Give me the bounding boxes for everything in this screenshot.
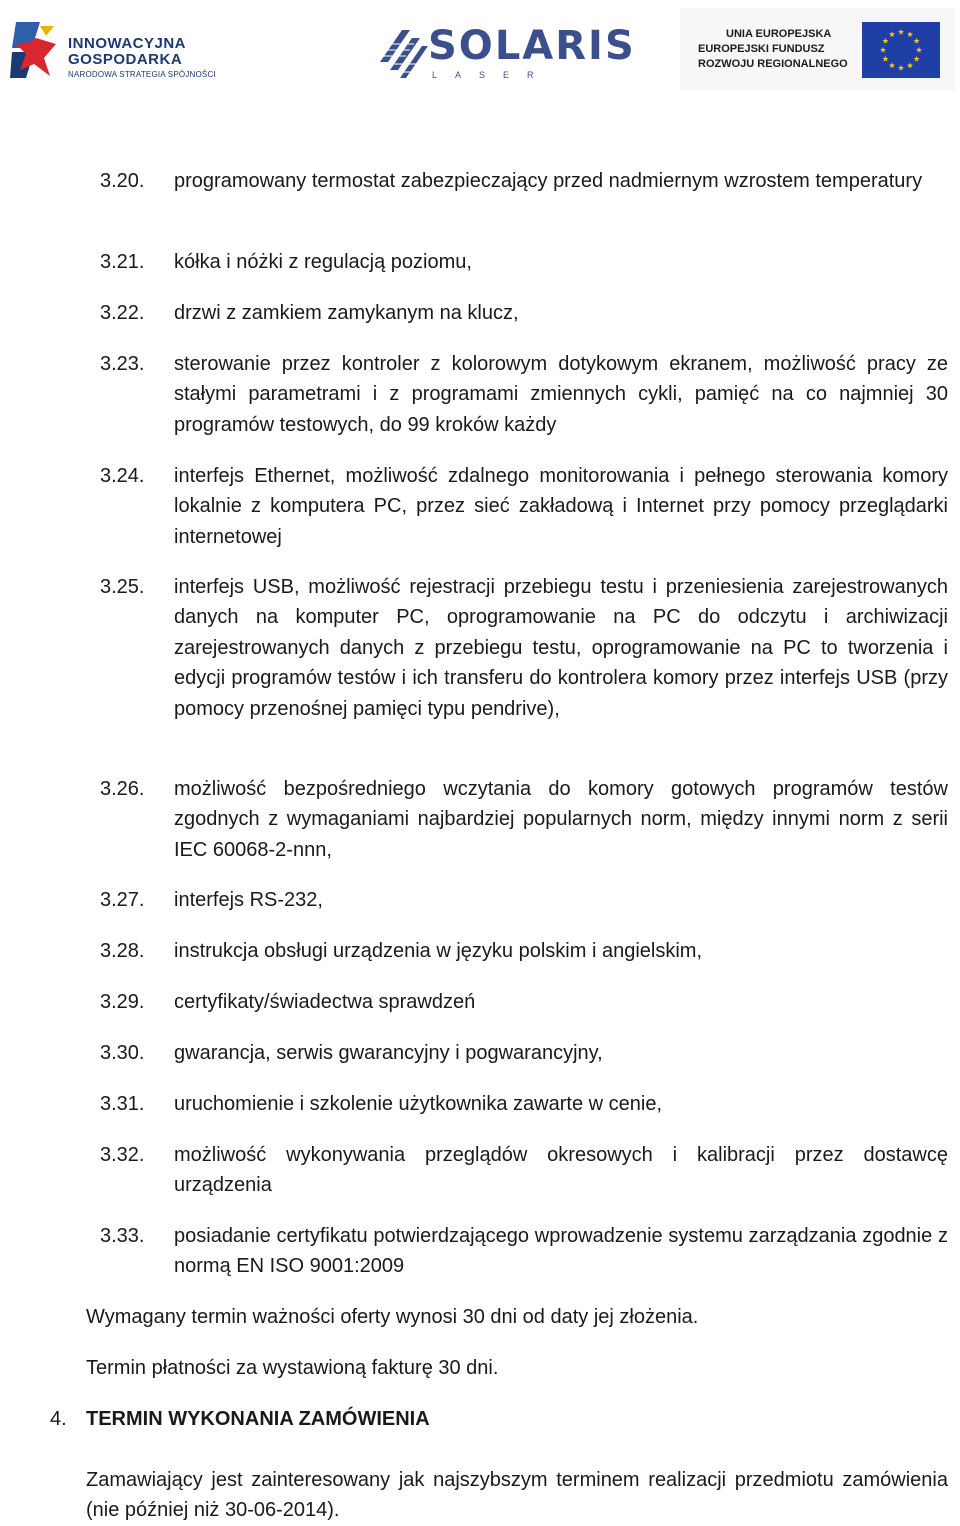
item-number: 3.32. [100, 1144, 145, 1166]
eu-fund-logo [680, 8, 955, 90]
item-number: 3.27. [100, 889, 145, 911]
item-text: interfejs RS-232, [174, 889, 323, 911]
deadline-paragraph: Zamawiający jest zainteresowany jak najszybszym terminem realizacji przedmiotu zamówienia (nie później niż 30-06-2014). [86, 1469, 948, 1522]
item-number: 3.24. [100, 465, 145, 487]
eu-logo-line3: ROZWOJU REGIONALNEGO [698, 58, 848, 70]
item-text: certyfikaty/świadectwa sprawdzeń [174, 991, 476, 1013]
item-number: 3.33. [100, 1225, 145, 1247]
item-text: instrukcja obsługi urządzenia w języku polskim i angielskim, [174, 940, 702, 962]
item-text: interfejs Ethernet, możliwość zdalnego monitorowania i pełnego sterowania komory lokalnie z komputera PC, przez sieć zakładową i Internet przy pomocy przeglądarki internetowej [174, 465, 948, 548]
solaris-mark-icon [376, 22, 428, 82]
ig-logo-line3: NARODOWA STRATEGIA SPÓJNOŚCI [68, 70, 216, 79]
eu-flag-icon [862, 22, 940, 78]
item-number: 3.26. [100, 778, 145, 800]
item-text: sterowanie przez kontroler z kolorowym dotykowym ekranem, możliwość pracy ze stałymi parametrami i z programami zmiennych cykli, pamięć na co najmniej 30 programów testowych, do 99 kroków każdy [174, 353, 948, 436]
innowacyjna-gospodarka-logo [8, 14, 218, 86]
item-number: 3.30. [100, 1042, 145, 1064]
item-text: posiadanie certyfikatu potwierdzającego wprowadzenie systemu zarządzania zgodnie z normą EN ISO 9001:2009 [174, 1225, 948, 1278]
solaris-wordmark: SOLARIS [428, 23, 636, 69]
item-number: 3.22. [100, 302, 145, 324]
section-title: TERMIN WYKONANIA ZAMÓWIENIA [86, 1408, 430, 1430]
eu-logo-line2: EUROPEJSKI FUNDUSZ [698, 43, 825, 55]
ig-logo-line2: GOSPODARKA [68, 51, 183, 68]
section-number: 4. [50, 1408, 67, 1430]
item-text: interfejs USB, możliwość rejestracji przebiegu testu i przeniesienia zarejestrowanych danych na komputer PC, oprogramowanie na PC do odczytu i archiwizacji zarejestrowanych danych z przebiegu testu, oprogramowanie na PC to tworzenia i edycji programów testów i ich transferu do kontrolera komory przez interfejs USB (przy pomocy przenośnej pamięci typu pendrive), [174, 576, 948, 720]
eu-logo-line1: UNIA EUROPEJSKA [726, 28, 832, 40]
item-text: kółka i nóżki z regulacją poziomu, [174, 251, 472, 273]
innowacyjna-gospodarka-mark-icon [10, 18, 58, 82]
item-number: 3.23. [100, 353, 145, 375]
item-number: 3.25. [100, 576, 145, 598]
item-number: 3.20. [100, 170, 145, 192]
solaris-subtitle: LASER [432, 70, 552, 80]
item-text: gwarancja, serwis gwarancyjny i pogwarancyjny, [174, 1042, 603, 1064]
offer-validity-paragraph: Wymagany termin ważności oferty wynosi 30 dni od daty jej złożenia. [86, 1306, 699, 1328]
ig-logo-line1: INNOWACYJNA [68, 35, 187, 52]
item-text: uruchomienie i szkolenie użytkownika zawarte w cenie, [174, 1093, 663, 1115]
payment-terms-paragraph: Termin płatności za wystawioną fakturę 30 dni. [86, 1357, 499, 1379]
solaris-laser-logo [376, 20, 636, 86]
item-number: 3.28. [100, 940, 145, 962]
item-number: 3.31. [100, 1093, 145, 1115]
item-text: programowany termostat zabezpieczający przed nadmiernym wzrostem temperatury [174, 170, 923, 192]
item-number: 3.29. [100, 991, 145, 1013]
item-number: 3.21. [100, 251, 145, 273]
item-text: możliwość wykonywania przeglądów okresowych i kalibracji przez dostawcę urządzenia [174, 1144, 948, 1197]
item-text: możliwość bezpośredniego wczytania do komory gotowych programów testów zgodnych z wymaganiami najbardziej popularnych norm, między innymi norm z serii IEC 60068-2-nnn, [174, 778, 948, 861]
item-text: drzwi z zamkiem zamykanym na klucz, [174, 302, 519, 324]
